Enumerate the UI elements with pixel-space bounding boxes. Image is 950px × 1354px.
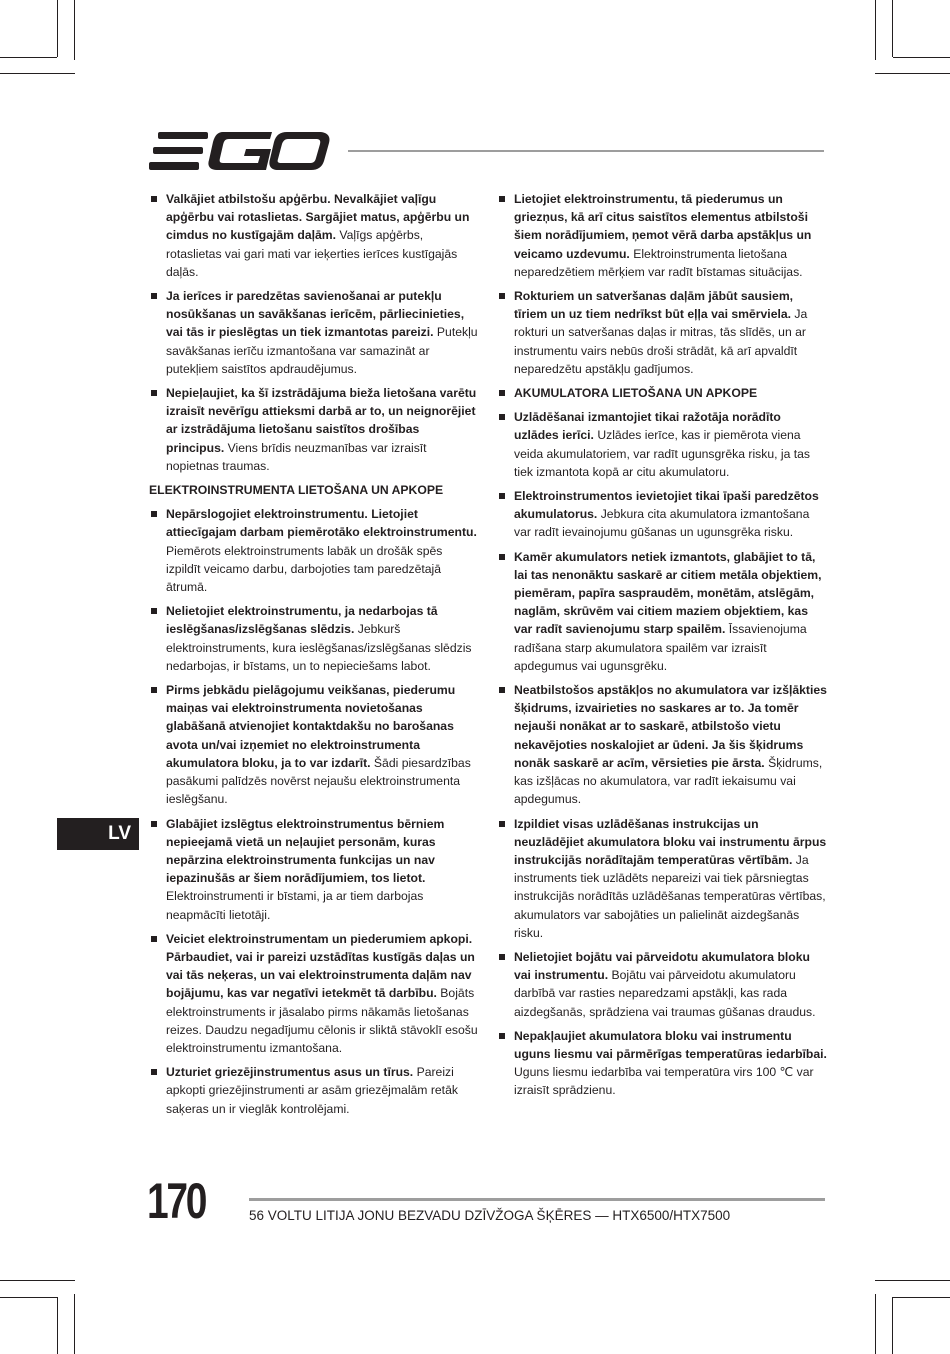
bullet-icon — [499, 1033, 505, 1039]
list-item: Valkājiet atbilstošu apģērbu. Nevalkājiet vaļīgu apģērbu vai rotaslietas. Sargājiet matus, apģērbu un cimdus no kustīgajām daļām. Vaļīgs apģērbs, rotaslietas vai gari mati var ieķerties ierīces kustīgajās daļās. — [149, 190, 479, 281]
crop-mark — [0, 57, 57, 58]
bullet-icon — [499, 414, 505, 420]
list-item: Pirms jebkādu pielāgojumu veikšanas, piederumu maiņas vai elektroinstrumenta novietošanas glabāšanā atvienojiet kontaktdakšu no barošanas avota un/vai izņemiet no elektroinstrumenta akumulatora bloku, ja to var izdarīt. Šādi piesardzības pasākumi palīdzēs novērst nejaušu elektroinstrumenta ieslēgšanu. — [149, 681, 479, 808]
bullet-icon — [151, 196, 157, 202]
crop-mark — [0, 1297, 57, 1298]
header-rule — [348, 150, 824, 152]
list-item: Rokturiem un satveršanas daļām jābūt sausiem, tīriem un uz tiem nedrīkst būt eļļa vai smērviela. Ja rokturi un satveršanas daļas ir mitras, tās slīdēs, un ar instrumentu vairs nebūs droši strādāt, kā arī apvaldīt neparedzētu apstākļu gadījumos. — [497, 287, 827, 378]
bullet-icon — [151, 821, 157, 827]
crop-mark — [875, 0, 876, 60]
list-item: Neatbilstošos apstākļos no akumulatora var izšļākties šķidrums, izvairieties no saskares ar to. Ja tomēr nejauši nonākat ar to saskarē, atbilstošo vietu nekavējoties noskalojiet ar ūdeni. Ja šis šķidrums nonāk saskarē ar acīm, vērsieties pie ārsta. Šķidrums, kas izšļācas no akumulatora, var radīt iekaisumu vai apdegumus. — [497, 681, 827, 808]
list-item: Veiciet elektroinstrumentam un piederumiem apkopi. Pārbaudiet, vai ir pareizi uzstādītas kustīgās daļas un vai tās neķeras, un vai elektroinstrumenta daļām nav bojājumu, kas var negatīvi ietekmēt tā darbību. Bojāts elektroinstruments ir jāsalabo pirms nākamās lietošanas reizes. Daudzu negadījumu cēlonis ir sliktā stāvoklī esošu elektroinstrumentu izmantošana. — [149, 930, 479, 1057]
bullet-icon — [499, 687, 505, 693]
list-item: Elektroinstrumentos ievietojiet tikai īpaši paredzētos akumulatorus. Jebkura cita akumulatora izmantošana var radīt ievainojumu gūšanas un ugunsgrēka risku. — [497, 487, 827, 542]
list-item: Uzlādēšanai izmantojiet tikai ražotāja norādīto uzlādes ierīci. Uzlādes ierīce, kas ir piemērota viena veida akumulatoriem, var radīt ugunsgrēka risku, ja tas tiek izmantota kopā ar citu akumulatoru. — [497, 408, 827, 481]
list-item: Lietojiet elektroinstrumentu, tā piederumus un griezņus, kā arī citus saistītos elementus atbilstoši šiem norādījumiem, ņemot vērā darba apstākļus un veicamo uzdevumu. Elektroinstrumenta lietošana neparedzētiem mērķiem var radīt bīstamas situācijas. — [497, 190, 827, 281]
list-item: Izpildiet visas uzlādēšanas instrukcijas un neuzlādējiet akumulatora bloku vai instrumentu ārpus instrukcijās norādītajām temperatūras vērtībām. Ja instruments tiek uzlādēts nepareizi vai tiek pārsniegtas instrukcijās norādītās uzlādēšanas temperatūras vērtības, akumulators var sabojāties un palielināt aizdegšanās risku. — [497, 815, 827, 942]
page-number: 170 — [147, 1173, 206, 1229]
bullet-icon — [151, 511, 157, 517]
crop-mark — [74, 0, 75, 60]
crop-mark — [892, 0, 893, 57]
list-item: Glabājiet izslēgtus elektroinstrumentus bērniem nepieejamā vietā un neļaujiet personām, kuras nepārzina elektroinstrumenta funkcijas un nav iepazinušās ar šiem norādījumiem, tos lietot. Elektroinstrumenti ir bīstami, ja ar tiem darbojas neapmācīti lietotāji. — [149, 815, 479, 924]
list-item: Nelietojiet bojātu vai pārveidotu akumulatora bloku vai instrumentu. Bojātu vai pārveidotu akumulatoru darbībā var rasties neparedzami apstākļi, kas rada aizdegšanās, sprādziena vai traumas gūšanas draudus. — [497, 948, 827, 1021]
ego-logo — [149, 130, 331, 172]
crop-mark — [893, 1297, 950, 1298]
bullet-icon — [499, 954, 505, 960]
list-item: Nepieļaujiet, ka šī izstrādājuma bieža lietošana varētu izraisīt nevērīgu attieksmi darbā ar to, un neignorējiet ar izstrādājuma lietošanu saistītos drošības principus. Viens brīdis neuzmanības var izraisīt nopietnas traumas. — [149, 384, 479, 475]
crop-mark — [875, 73, 950, 74]
crop-mark — [875, 1294, 876, 1354]
crop-mark — [57, 0, 58, 57]
list-item: Uzturiet griezējinstrumentus asus un tīrus. Pareizi apkopti griezējinstrumenti ar asām griezējmalām retāk saķeras un ir vieglāk kontrolējami. — [149, 1063, 479, 1118]
crop-mark — [74, 1294, 75, 1354]
crop-mark — [875, 1280, 950, 1281]
language-tab — [57, 818, 139, 850]
list-item: Nelietojiet elektroinstrumentu, ja nedarbojas tā ieslēgšanas/izslēgšanas slēdzis. Jebkurš elektroinstruments, kura ieslēgšanas/izslēgšanas slēdzis nedarbojas, ir bīstams, un to nepieciešams labot. — [149, 602, 479, 675]
footer-rule — [249, 1198, 825, 1201]
list-item: AKUMULATORA LIETOŠANA UN APKOPE — [497, 384, 827, 402]
list-item: Kamēr akumulators netiek izmantots, glabājiet to tā, lai tas nenonāktu saskarē ar citiem metāla objektiem, piemēram, papīra saspraudēm, monētām, atslēgām, naglām, skrūvēm vai citiem maziem objektiem, kas var radīt savienojumu starp spailēm. Īssavienojuma radīšana starp akumulatora spailēm var izraisīt apdegumus vai ugunsgrēku. — [497, 548, 827, 675]
bullet-icon — [499, 390, 505, 396]
language-tab-label: LV — [108, 823, 131, 844]
bullet-icon — [499, 293, 505, 299]
bullet-icon — [151, 390, 157, 396]
section-heading: ELEKTROINSTRUMENTA LIETOŠANA UN APKOPE — [149, 483, 444, 498]
footer-title: 56 VOLTU LITIJA JONU BEZVADU DZĪVŽOGA ŠĶĒRES — HTX6500/HTX7500 — [249, 1208, 731, 1223]
bullet-icon — [151, 293, 157, 299]
left-column — [149, 190, 479, 1124]
crop-mark — [0, 73, 75, 74]
bullet-icon — [499, 493, 505, 499]
bullet-icon — [499, 821, 505, 827]
crop-mark — [57, 1297, 58, 1354]
right-column — [497, 190, 827, 1106]
bullet-icon — [499, 554, 505, 560]
bullet-icon — [151, 608, 157, 614]
crop-mark — [892, 1297, 893, 1354]
bullet-icon — [499, 196, 505, 202]
list-item: Ja ierīces ir paredzētas savienošanai ar putekļu nosūkšanas un savākšanas ierīcēm, pārliecinieties, vai tās ir pieslēgtas un tiek izmantotas pareizi. Putekļu savākšanas ierīču izmantošana var samazināt ar putekļiem saistītos apdraudējumus. — [149, 287, 479, 378]
list-item: Nepārslogojiet elektroinstrumentu. Lietojiet attiecīgajam darbam piemērotāko elektroinstrumentu. Piemērots elektroinstruments labāk un drošāk spēs izpildīt veicamo darbu, darbojoties tam paredzētajā ātrumā. — [149, 505, 479, 596]
crop-mark — [893, 57, 950, 58]
bullet-icon — [151, 1069, 157, 1075]
bullet-icon — [151, 936, 157, 942]
list-item: Nepakļaujiet akumulatora bloku vai instrumentu uguns liesmu vai pārmērīgas temperatūras iedarbībai. Uguns liesmu iedarbība vai temperatūra virs 100 ℃ var izraisīt sprādzienu. — [497, 1027, 827, 1100]
bullet-icon — [151, 687, 157, 693]
crop-mark — [0, 1280, 75, 1281]
